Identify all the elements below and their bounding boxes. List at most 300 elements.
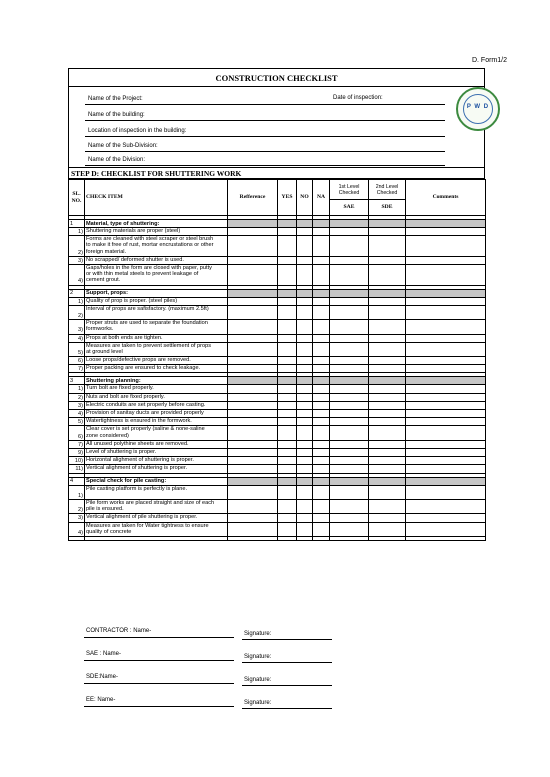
reference-cell[interactable] <box>228 440 278 448</box>
reference-cell[interactable] <box>228 465 278 473</box>
sde-cell[interactable] <box>369 342 406 356</box>
comments-cell[interactable] <box>406 457 486 465</box>
reference-cell[interactable] <box>228 522 278 536</box>
sae-cell[interactable] <box>330 393 369 401</box>
sae-cell[interactable] <box>330 401 369 409</box>
check-item-text <box>85 418 228 426</box>
check-item-text <box>85 305 228 319</box>
reference-cell[interactable] <box>228 264 278 285</box>
reference-cell[interactable] <box>228 365 278 373</box>
reference-cell[interactable] <box>228 228 278 236</box>
table-row <box>69 465 486 473</box>
no-cell[interactable] <box>297 401 313 409</box>
reference-cell[interactable] <box>228 401 278 409</box>
item-number: 11) <box>69 465 85 473</box>
yes-cell[interactable] <box>278 393 297 401</box>
sae-cell[interactable] <box>330 449 369 457</box>
na-cell[interactable] <box>313 457 330 465</box>
reference-cell[interactable] <box>228 393 278 401</box>
check-item-text <box>85 426 228 440</box>
item-number: 7) <box>69 440 85 448</box>
table-row <box>69 410 486 418</box>
na-cell[interactable] <box>313 514 330 522</box>
reference-cell[interactable] <box>228 256 278 264</box>
table-row <box>69 320 486 334</box>
table-row <box>69 357 486 365</box>
check-item-line: Props at both ends are tighten. <box>86 334 163 341</box>
no-cell[interactable] <box>297 393 313 401</box>
reference-cell[interactable] <box>228 297 278 305</box>
check-item-line: at ground level <box>86 348 123 355</box>
section-title: Special check for pile casting: <box>85 477 228 485</box>
yes-cell[interactable] <box>278 228 297 236</box>
na-cell[interactable] <box>313 365 330 373</box>
step-title: STEP D: CHECKLIST FOR SHUTTERING WORK <box>68 167 485 179</box>
sae-cell[interactable] <box>330 305 369 319</box>
signature-label: Signature: <box>244 677 272 683</box>
sae-cell[interactable] <box>330 342 369 356</box>
na-cell[interactable] <box>313 228 330 236</box>
no-cell[interactable] <box>297 426 313 440</box>
item-number: 1) <box>69 228 85 236</box>
na-cell[interactable] <box>313 305 330 319</box>
yes-cell[interactable] <box>278 256 297 264</box>
sde-cell[interactable] <box>369 357 406 365</box>
sde-cell[interactable] <box>369 440 406 448</box>
spacer-cell <box>369 536 406 540</box>
sae-cell[interactable] <box>330 499 369 513</box>
comments-cell[interactable] <box>406 334 486 342</box>
sde-cell[interactable] <box>369 401 406 409</box>
comments-cell[interactable] <box>406 522 486 536</box>
na-cell[interactable] <box>313 297 330 305</box>
sde-cell[interactable] <box>369 297 406 305</box>
na-cell[interactable] <box>313 449 330 457</box>
na-cell[interactable] <box>313 401 330 409</box>
item-number: 2) <box>69 499 85 513</box>
item-number: 10) <box>69 457 85 465</box>
sde-cell[interactable] <box>369 485 406 499</box>
shaded-cell <box>330 477 369 485</box>
shaded-cell <box>313 477 330 485</box>
check-item-text <box>85 357 228 365</box>
sde-cell[interactable] <box>369 449 406 457</box>
check-item-line: Gaps/holes in the form are closed with paper, putty <box>86 264 212 271</box>
comments-cell[interactable] <box>406 440 486 448</box>
comments-cell[interactable] <box>406 365 486 373</box>
sae-cell[interactable] <box>330 334 369 342</box>
na-cell[interactable] <box>313 264 330 285</box>
sde-cell[interactable] <box>369 334 406 342</box>
spacer-cell <box>228 536 278 540</box>
check-item-line: Measures are taken to prevent settlement of props <box>86 342 211 349</box>
yes-cell[interactable] <box>278 514 297 522</box>
check-item-text <box>85 342 228 356</box>
no-cell[interactable] <box>297 457 313 465</box>
section-title: Material, type of shuttering: <box>85 220 228 228</box>
sae-cell[interactable] <box>330 457 369 465</box>
na-cell[interactable] <box>313 499 330 513</box>
sde-cell[interactable] <box>369 499 406 513</box>
check-item-text <box>85 365 228 373</box>
check-item-text <box>85 514 228 522</box>
reference-cell[interactable] <box>228 449 278 457</box>
spacer-cell <box>85 536 228 540</box>
reference-header: Refference <box>228 180 278 216</box>
na-cell[interactable] <box>313 418 330 426</box>
check-item-line: formworks. <box>86 326 114 333</box>
shaded-cell <box>330 289 369 297</box>
sae-cell[interactable] <box>330 485 369 499</box>
item-number: 2) <box>69 305 85 319</box>
comments-cell[interactable] <box>406 305 486 319</box>
reference-cell[interactable] <box>228 342 278 356</box>
reference-cell[interactable] <box>228 410 278 418</box>
na-cell[interactable] <box>313 522 330 536</box>
spacer-cell <box>297 536 313 540</box>
table-row <box>69 385 486 393</box>
na-cell[interactable] <box>313 320 330 334</box>
sde-cell[interactable] <box>369 393 406 401</box>
sae-cell[interactable] <box>330 418 369 426</box>
sde-cell[interactable] <box>369 236 406 257</box>
sde-cell[interactable] <box>369 410 406 418</box>
comments-cell[interactable] <box>406 264 486 285</box>
sl-no-header: SL. NO. <box>69 180 85 216</box>
inspection-date-label: Date of inspection: <box>333 95 383 101</box>
section-title: Support, props: <box>85 289 228 297</box>
item-number: 3) <box>69 401 85 409</box>
reference-cell[interactable] <box>228 485 278 499</box>
check-item-line: Clear cover is set properly (saline & none-saline <box>86 426 205 433</box>
sae-cell[interactable] <box>330 426 369 440</box>
shaded-cell <box>297 477 313 485</box>
check-item-text <box>85 401 228 409</box>
signature-line[interactable] <box>242 685 332 686</box>
check-item-text <box>85 457 228 465</box>
item-number: 4) <box>69 334 85 342</box>
signatory-name-line[interactable] <box>84 706 234 707</box>
item-number: 5) <box>69 342 85 356</box>
sde-cell[interactable] <box>369 418 406 426</box>
sde-cell[interactable] <box>369 256 406 264</box>
division-label: Name of the Division: <box>88 157 146 163</box>
check-item-line: Vertical alighment of shuttering is proper. <box>86 465 188 472</box>
na-cell[interactable] <box>313 393 330 401</box>
comments-cell[interactable] <box>406 228 486 236</box>
section-row <box>69 289 486 297</box>
shaded-cell <box>278 377 297 385</box>
table-row <box>69 522 486 536</box>
check-item-header: CHECK ITEM <box>85 180 228 216</box>
na-cell[interactable] <box>313 236 330 257</box>
item-number: 3) <box>69 320 85 334</box>
check-item-line: Vertical alighment of pile shuttering is proper. <box>86 514 198 521</box>
na-cell[interactable] <box>313 357 330 365</box>
sde-cell[interactable] <box>369 457 406 465</box>
table-row <box>69 228 486 236</box>
check-item-line: Proper struts are used to separate the foundation <box>86 320 208 327</box>
reference-cell[interactable] <box>228 334 278 342</box>
signatory-name-line[interactable] <box>84 637 234 638</box>
na-cell[interactable] <box>313 485 330 499</box>
no-cell[interactable] <box>297 385 313 393</box>
section-number: 3 <box>69 377 85 385</box>
location-line[interactable] <box>85 136 445 137</box>
division-line[interactable] <box>85 165 445 166</box>
shaded-cell <box>278 289 297 297</box>
no-cell[interactable] <box>297 297 313 305</box>
no-cell[interactable] <box>297 365 313 373</box>
reference-cell[interactable] <box>228 385 278 393</box>
shaded-cell <box>369 289 406 297</box>
check-item-line: No scrapped/ deformed shutter is used. <box>86 256 184 263</box>
no-header: NO <box>297 180 313 216</box>
comments-cell[interactable] <box>406 385 486 393</box>
reference-cell[interactable] <box>228 514 278 522</box>
na-cell[interactable] <box>313 334 330 342</box>
signatory-name-label: EE: Name- <box>86 697 116 703</box>
reference-cell[interactable] <box>228 236 278 257</box>
table-row <box>69 342 486 356</box>
comments-cell[interactable] <box>406 410 486 418</box>
building-name-line[interactable] <box>85 120 445 121</box>
check-item-line: Pile casting platform is perfectly is plane. <box>86 485 188 492</box>
yes-cell[interactable] <box>278 465 297 473</box>
no-cell[interactable] <box>297 410 313 418</box>
no-cell[interactable] <box>297 440 313 448</box>
sde-cell[interactable] <box>369 522 406 536</box>
yes-cell[interactable] <box>278 522 297 536</box>
check-item-line: zone considered) <box>86 432 129 439</box>
sae-cell[interactable] <box>330 357 369 365</box>
yes-cell[interactable] <box>278 236 297 257</box>
reference-cell[interactable] <box>228 418 278 426</box>
check-item-text <box>85 440 228 448</box>
comments-cell[interactable] <box>406 426 486 440</box>
signature-line[interactable] <box>242 662 332 663</box>
yes-cell[interactable] <box>278 334 297 342</box>
no-cell[interactable] <box>297 320 313 334</box>
page-title: CONSTRUCTION CHECKLIST <box>215 73 338 83</box>
comments-cell[interactable] <box>406 297 486 305</box>
check-item-line: Turn bolt are fixed properly. <box>86 385 154 392</box>
comments-cell[interactable] <box>406 357 486 365</box>
reference-cell[interactable] <box>228 305 278 319</box>
yes-cell[interactable] <box>278 365 297 373</box>
no-cell[interactable] <box>297 465 313 473</box>
shaded-cell <box>313 289 330 297</box>
sde-cell[interactable] <box>369 426 406 440</box>
no-cell[interactable] <box>297 334 313 342</box>
shaded-cell <box>369 220 406 228</box>
signatory-name-line[interactable] <box>84 660 234 661</box>
table-row <box>69 393 486 401</box>
na-cell[interactable] <box>313 426 330 440</box>
sae-cell[interactable] <box>330 320 369 334</box>
subdivision-label: Name of the Sub-Division: <box>88 143 158 149</box>
sae-cell[interactable] <box>330 228 369 236</box>
check-item-line: pile is ensured. <box>86 506 124 513</box>
check-item-line: cement grout. <box>86 277 121 284</box>
na-cell[interactable] <box>313 342 330 356</box>
no-cell[interactable] <box>297 449 313 457</box>
signature-label: Signature: <box>244 700 272 706</box>
sae-cell[interactable] <box>330 256 369 264</box>
reference-cell[interactable] <box>228 357 278 365</box>
section-row <box>69 220 486 228</box>
shaded-cell <box>330 377 369 385</box>
comments-cell[interactable] <box>406 401 486 409</box>
table-row <box>69 236 486 257</box>
item-number: 7) <box>69 365 85 373</box>
yes-cell[interactable] <box>278 342 297 356</box>
no-cell[interactable] <box>297 342 313 356</box>
table-row <box>69 499 486 513</box>
shaded-cell <box>228 477 278 485</box>
comments-cell[interactable] <box>406 320 486 334</box>
comments-cell[interactable] <box>406 485 486 499</box>
check-item-text <box>85 256 228 264</box>
sae-cell[interactable] <box>330 264 369 285</box>
no-cell[interactable] <box>297 418 313 426</box>
no-cell[interactable] <box>297 357 313 365</box>
project-name-line[interactable] <box>85 104 445 105</box>
check-item-line: or with thin metal steels to prevent leakage of <box>86 271 199 278</box>
yes-cell[interactable] <box>278 440 297 448</box>
na-cell[interactable] <box>313 410 330 418</box>
na-cell[interactable] <box>313 440 330 448</box>
comments-cell[interactable] <box>406 465 486 473</box>
shaded-cell <box>406 377 486 385</box>
sae-cell[interactable] <box>330 465 369 473</box>
table-row <box>69 264 486 285</box>
no-cell[interactable] <box>297 236 313 257</box>
table-row <box>69 334 486 342</box>
subdivision-line[interactable] <box>85 151 445 152</box>
sde-cell[interactable] <box>369 385 406 393</box>
yes-cell[interactable] <box>278 426 297 440</box>
section-row <box>69 377 486 385</box>
item-number: 3) <box>69 514 85 522</box>
sae-cell[interactable] <box>330 514 369 522</box>
reference-cell[interactable] <box>228 499 278 513</box>
no-cell[interactable] <box>297 256 313 264</box>
sae-cell[interactable] <box>330 385 369 393</box>
signatory-name-line[interactable] <box>84 683 234 684</box>
comments-cell[interactable] <box>406 342 486 356</box>
check-item-line: Nuts and bolt are fixed properly. <box>86 393 165 400</box>
comments-cell[interactable] <box>406 449 486 457</box>
checklist-table <box>68 179 486 541</box>
sde-cell[interactable] <box>369 365 406 373</box>
yes-cell[interactable] <box>278 297 297 305</box>
spacer-cell <box>313 536 330 540</box>
sde-header: SDE <box>369 200 406 216</box>
sae-cell[interactable] <box>330 410 369 418</box>
yes-cell[interactable] <box>278 499 297 513</box>
item-number: 9) <box>69 449 85 457</box>
no-cell[interactable] <box>297 228 313 236</box>
sde-cell[interactable] <box>369 514 406 522</box>
yes-cell[interactable] <box>278 418 297 426</box>
item-number: 3) <box>69 256 85 264</box>
sae-cell[interactable] <box>330 365 369 373</box>
signature-line[interactable] <box>242 708 332 709</box>
signature-line[interactable] <box>242 639 332 640</box>
yes-cell[interactable] <box>278 305 297 319</box>
shaded-cell <box>406 289 486 297</box>
sae-header: SAE <box>330 200 369 216</box>
no-cell[interactable] <box>297 305 313 319</box>
shaded-cell <box>313 220 330 228</box>
no-cell[interactable] <box>297 522 313 536</box>
comments-cell[interactable] <box>406 393 486 401</box>
check-item-line: Shuttering materials are proper (steel) <box>86 228 181 234</box>
yes-cell[interactable] <box>278 264 297 285</box>
no-cell[interactable] <box>297 514 313 522</box>
sde-cell[interactable] <box>369 228 406 236</box>
yes-cell[interactable] <box>278 457 297 465</box>
sde-cell[interactable] <box>369 465 406 473</box>
comments-cell[interactable] <box>406 499 486 513</box>
check-item-text <box>85 236 228 257</box>
pwd-seal-logo <box>456 87 500 131</box>
item-number: 6) <box>69 426 85 440</box>
yes-cell[interactable] <box>278 357 297 365</box>
comments-cell[interactable] <box>406 236 486 257</box>
no-cell[interactable] <box>297 485 313 499</box>
check-item-line: Interval of props are safisfactory. (maximum 2.5ft) <box>86 305 209 312</box>
yes-cell[interactable] <box>278 401 297 409</box>
sae-cell[interactable] <box>330 297 369 305</box>
sae-cell[interactable] <box>330 236 369 257</box>
no-cell[interactable] <box>297 499 313 513</box>
table-row <box>69 305 486 319</box>
sde-cell[interactable] <box>369 305 406 319</box>
comments-cell[interactable] <box>406 256 486 264</box>
yes-cell[interactable] <box>278 385 297 393</box>
yes-cell[interactable] <box>278 320 297 334</box>
check-item-text <box>85 485 228 499</box>
sde-cell[interactable] <box>369 264 406 285</box>
shaded-cell <box>369 377 406 385</box>
yes-cell[interactable] <box>278 485 297 499</box>
comments-cell[interactable] <box>406 514 486 522</box>
shaded-cell <box>313 377 330 385</box>
shaded-cell <box>330 220 369 228</box>
na-header: NA <box>313 180 330 216</box>
na-cell[interactable] <box>313 465 330 473</box>
reference-cell[interactable] <box>228 426 278 440</box>
sae-cell[interactable] <box>330 440 369 448</box>
no-cell[interactable] <box>297 264 313 285</box>
yes-cell[interactable] <box>278 449 297 457</box>
na-cell[interactable] <box>313 385 330 393</box>
comments-cell[interactable] <box>406 418 486 426</box>
second-level-header: 2nd Level Checked <box>369 180 406 200</box>
check-item-line: Level of shuttering is proper. <box>86 449 157 455</box>
table-row <box>69 401 486 409</box>
sae-cell[interactable] <box>330 522 369 536</box>
reference-cell[interactable] <box>228 457 278 465</box>
sde-cell[interactable] <box>369 320 406 334</box>
na-cell[interactable] <box>313 256 330 264</box>
reference-cell[interactable] <box>228 320 278 334</box>
check-item-line: Pile form works are placed straight and size of each <box>86 499 215 506</box>
yes-cell[interactable] <box>278 410 297 418</box>
check-item-line: Provision of sanitay ducts are provided properly <box>86 410 204 417</box>
